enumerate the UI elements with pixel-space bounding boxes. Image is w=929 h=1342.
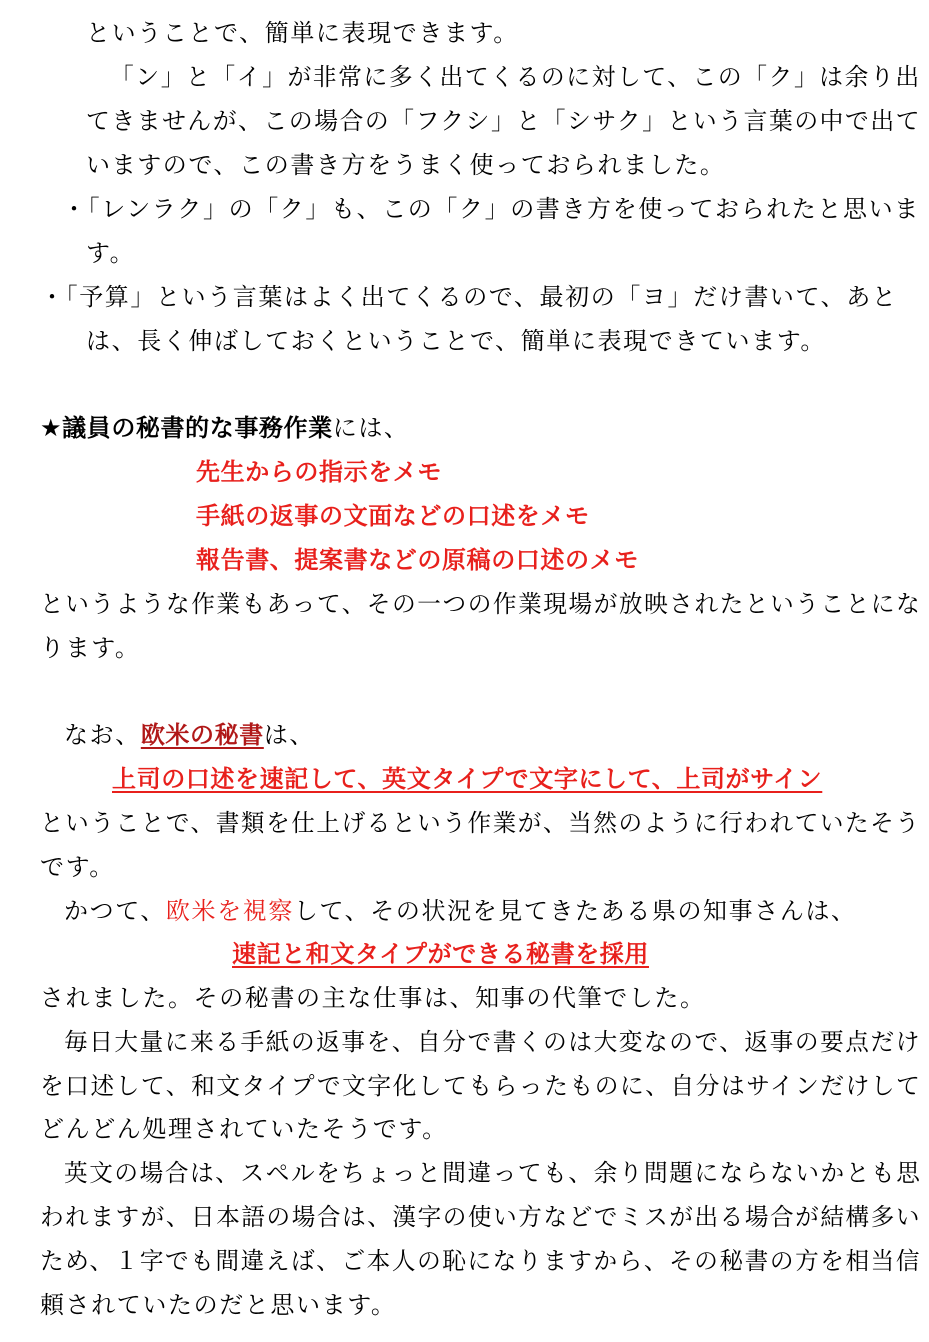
paragraph-line: ります。 [40,634,141,662]
paragraph-line: ということで、書類を仕上げるという作業が、当然のように行われていたそう [40,809,921,837]
task-item: 報告書、提案書などの原稿の口述のメモ [196,546,639,574]
paragraph-line: ため、１字でも間違えば、ご本人の恥になりますから、その秘書の方を相当信 [40,1247,922,1275]
task-item: 手紙の返事の文面などの口述をメモ [196,502,590,530]
bullet-item-line: は、長く伸ばしておくということで、簡単に表現できています。 [86,327,826,355]
section-heading [40,413,410,443]
emphasis-line: 上司の口述を速記して、英文タイプで文字にして、上司がサイン [112,765,823,793]
paragraph-line: 毎日大量に来る手紙の返事を、自分で書くのは大変なので、返事の要点だけ [64,1028,921,1056]
intro-text: して、その状況を見てきたある県の知事さんは、 [293,897,857,925]
paragraph-line: いますので、この書き方をうまく使っておられました。 [86,151,726,179]
intro-text: かつて、 [64,897,166,925]
paragraph-line: てきませんが、この場合の「フクシ」と「シサク」という言葉の中で出て [86,107,922,135]
paragraph-line [64,720,315,750]
emphasis-line: 速記と和文タイプができる秘書を採用 [232,940,649,968]
highlight-western-secretary: 欧米の秘書 [140,721,264,749]
paragraph-line: です。 [40,853,115,881]
paragraph-line: 「ン」と「イ」が非常に多く出てくるのに対して、この「ク」は余り出 [110,63,921,91]
task-item: 先生からの指示をメモ [196,458,442,486]
intro-text: は、 [263,721,316,749]
paragraph-line [64,896,857,926]
bullet-item-line: ・「レンラク」の「ク」も、この「ク」の書き方を使っておられたと思いま [62,195,920,223]
section-heading-bold: ★議員の秘書的な事務作業 [40,414,333,442]
bullet-item-line: ・「予算」という言葉はよく出てくるので、最初の「ヨ」だけ書いて、あと [40,283,898,311]
paragraph-line: というような作業もあって、その一つの作業現場が放映されたということにな [40,590,922,618]
paragraph-line: ということで、簡単に表現できます。 [86,19,519,47]
paragraph-line: されました。その秘書の主な仕事は、知事の代筆でした。 [40,984,706,1012]
paragraph-line: 英文の場合は、スペルをちょっと間違っても、余り問題にならないかとも思 [64,1159,922,1187]
paragraph-line: どんどん処理されていたそうです。 [40,1115,448,1143]
highlight-inspection: 欧米を視察 [165,897,294,925]
intro-text: なお、 [64,721,141,749]
paragraph-line: 頼されていたのだと思います。 [40,1291,397,1319]
paragraph-line: われますが、日本語の場合は、漢字の使い方などでミスが出る場合が結構多い [40,1203,922,1231]
section-heading-rest: には、 [332,414,410,442]
paragraph-line: を口述して、和文タイプで文字化してもらったものに、自分はサインだけして [40,1072,922,1100]
bullet-item-line: す。 [86,239,136,267]
